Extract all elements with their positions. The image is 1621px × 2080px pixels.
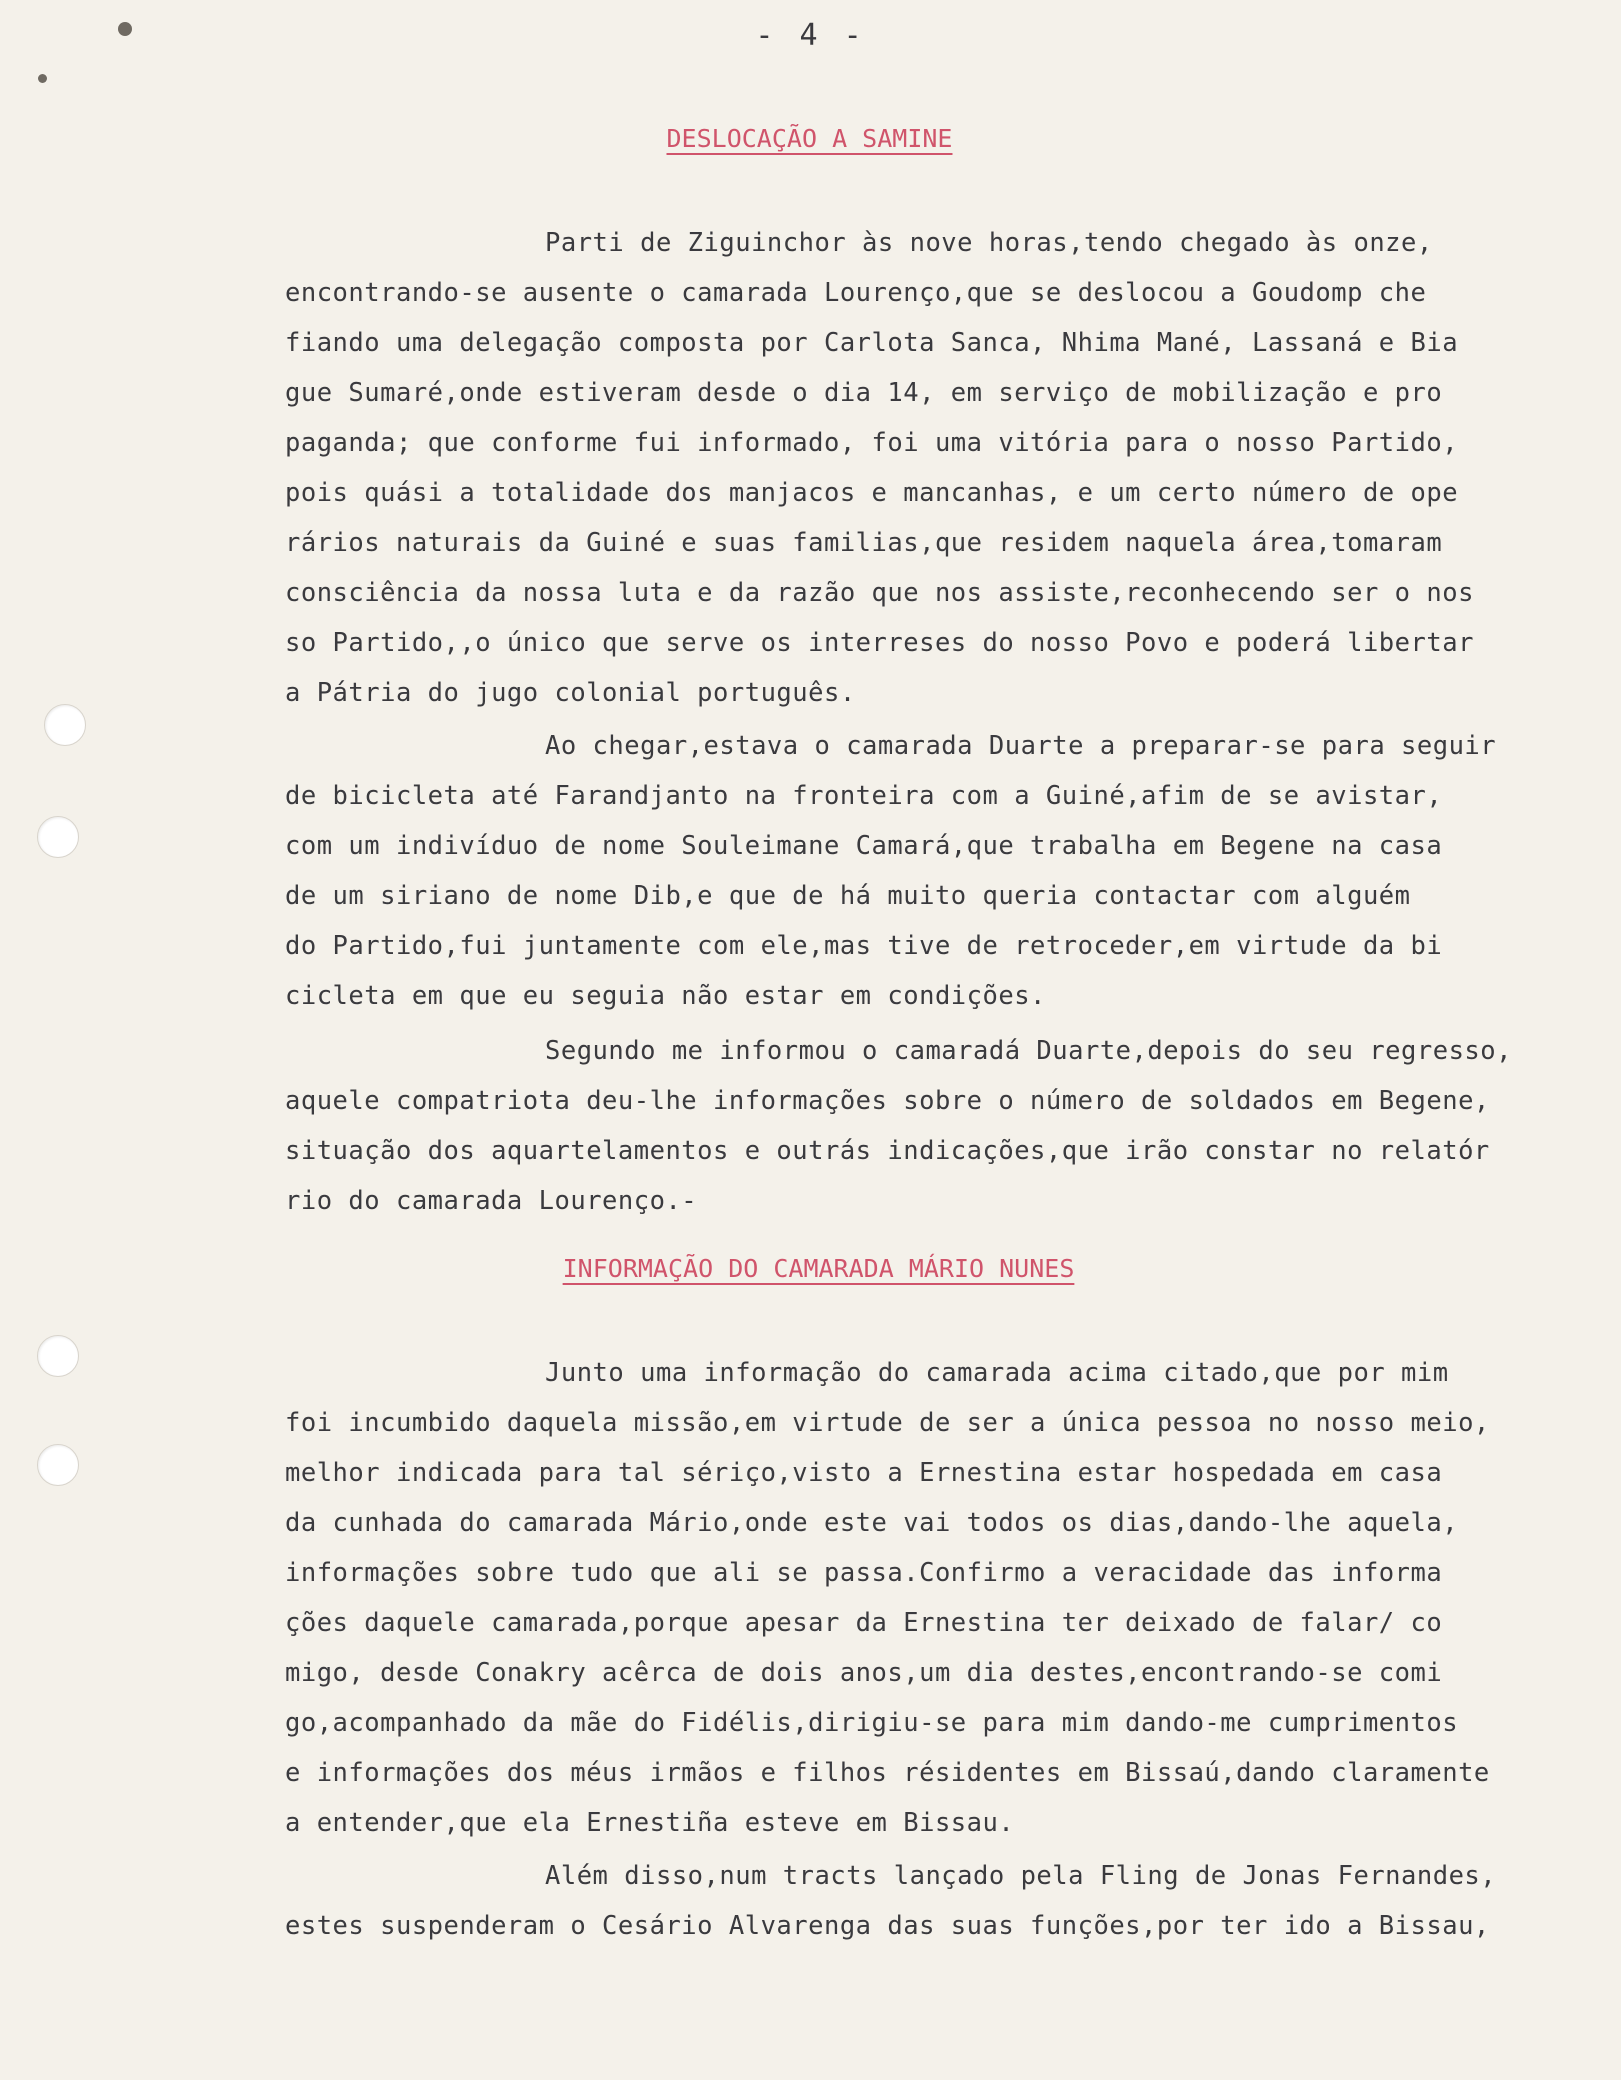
- text-line: cicleta em que eu seguia não estar em condições.: [285, 981, 1046, 1011]
- page-number: - 4 -: [755, 18, 866, 53]
- text-line: Ao chegar,estava o camarada Duarte a preparar-se para seguir: [545, 731, 1497, 761]
- text-line: go,acompanhado da mãe do Fidélis,dirigiu-se para mim dando-me cumprimentos: [285, 1708, 1459, 1738]
- text-line: foi incumbido daquela missão,em virtude de ser a única pessoa no nosso meio,: [285, 1408, 1490, 1438]
- text-line: de um siriano de nome Dib,e que de há muito queria contactar com alguém: [285, 881, 1411, 911]
- text-line: Parti de Ziguinchor às nove horas,tendo chegado às onze,: [545, 228, 1433, 258]
- text-line: ções daquele camarada,porque apesar da Ernestina ter deixado de falar/ co: [285, 1608, 1443, 1638]
- section-heading-deslocacao: DESLOCAÇÃO A SAMINE: [666, 124, 953, 153]
- text-line: Junto uma informação do camarada acima citado,que por mim: [545, 1358, 1449, 1388]
- text-line: rio do camarada Lourenço.-: [285, 1186, 698, 1216]
- punch-hole: [37, 1335, 79, 1377]
- text-line: melhor indicada para tal sériço,visto a Ernestina estar hospedada em casa: [285, 1458, 1443, 1488]
- text-line: pois quási a totalidade dos manjacos e mancanhas, e um certo número de ope: [285, 478, 1459, 508]
- punch-hole: [37, 1444, 79, 1486]
- text-line: Além disso,num tracts lançado pela Fling de Jonas Fernandes,: [545, 1861, 1497, 1891]
- text-line: situação dos aquartelamentos e outrás indicações,que irão constar no relatór: [285, 1136, 1490, 1166]
- text-line: Segundo me informou o camaradá Duarte,depois do seu regresso,: [545, 1036, 1512, 1066]
- punch-hole: [37, 816, 79, 858]
- text-line: de bicicleta até Farandjanto na fronteira com a Guiné,afim de se avistar,: [285, 781, 1443, 811]
- text-line: migo, desde Conakry acêrca de dois anos,um dia destes,encontrando-se comi: [285, 1658, 1443, 1688]
- text-line: gue Sumaré,onde estiveram desde o dia 14, em serviço de mobilização e pro: [285, 378, 1443, 408]
- text-line: rários naturais da Guiné e suas familias,que residem naquela área,tomaram: [285, 528, 1443, 558]
- punch-hole: [44, 704, 86, 746]
- ink-spot-mark: [38, 74, 47, 83]
- text-line: da cunhada do camarada Mário,onde este vai todos os dias,dando-lhe aquela,: [285, 1508, 1459, 1538]
- section-heading-informacao: INFORMAÇÃO DO CAMARADA MÁRIO NUNES: [562, 1254, 1075, 1283]
- text-line: paganda; que conforme fui informado, foi uma vitória para o nosso Partido,: [285, 428, 1459, 458]
- text-line: estes suspenderam o Cesário Alvarenga das suas funções,por ter ido a Bissau,: [285, 1911, 1490, 1941]
- text-line: do Partido,fui juntamente com ele,mas tive de retroceder,em virtude da bi: [285, 931, 1443, 961]
- text-line: a Pátria do jugo colonial português.: [285, 678, 856, 708]
- text-line: fiando uma delegação composta por Carlota Sanca, Nhima Mané, Lassaná e Bia: [285, 328, 1459, 358]
- text-line: e informações dos méus irmãos e filhos résidentes em Bissaú,dando claramente: [285, 1758, 1490, 1788]
- text-line: so Partido,,o único que serve os interreses do nosso Povo e poderá libertar: [285, 628, 1474, 658]
- text-line: consciência da nossa luta e da razão que nos assiste,reconhecendo ser o nos: [285, 578, 1474, 608]
- text-line: informações sobre tudo que ali se passa.Confirmo a veracidade das informa: [285, 1558, 1443, 1588]
- text-line: com um indivíduo de nome Souleimane Camará,que trabalha em Begene na casa: [285, 831, 1443, 861]
- text-line: encontrando-se ausente o camarada Lourenço,que se deslocou a Goudomp che: [285, 278, 1427, 308]
- text-line: aquele compatriota deu-lhe informações sobre o número de soldados em Begene,: [285, 1086, 1490, 1116]
- text-line: a entender,que ela Ernestiña esteve em Bissau.: [285, 1808, 1015, 1838]
